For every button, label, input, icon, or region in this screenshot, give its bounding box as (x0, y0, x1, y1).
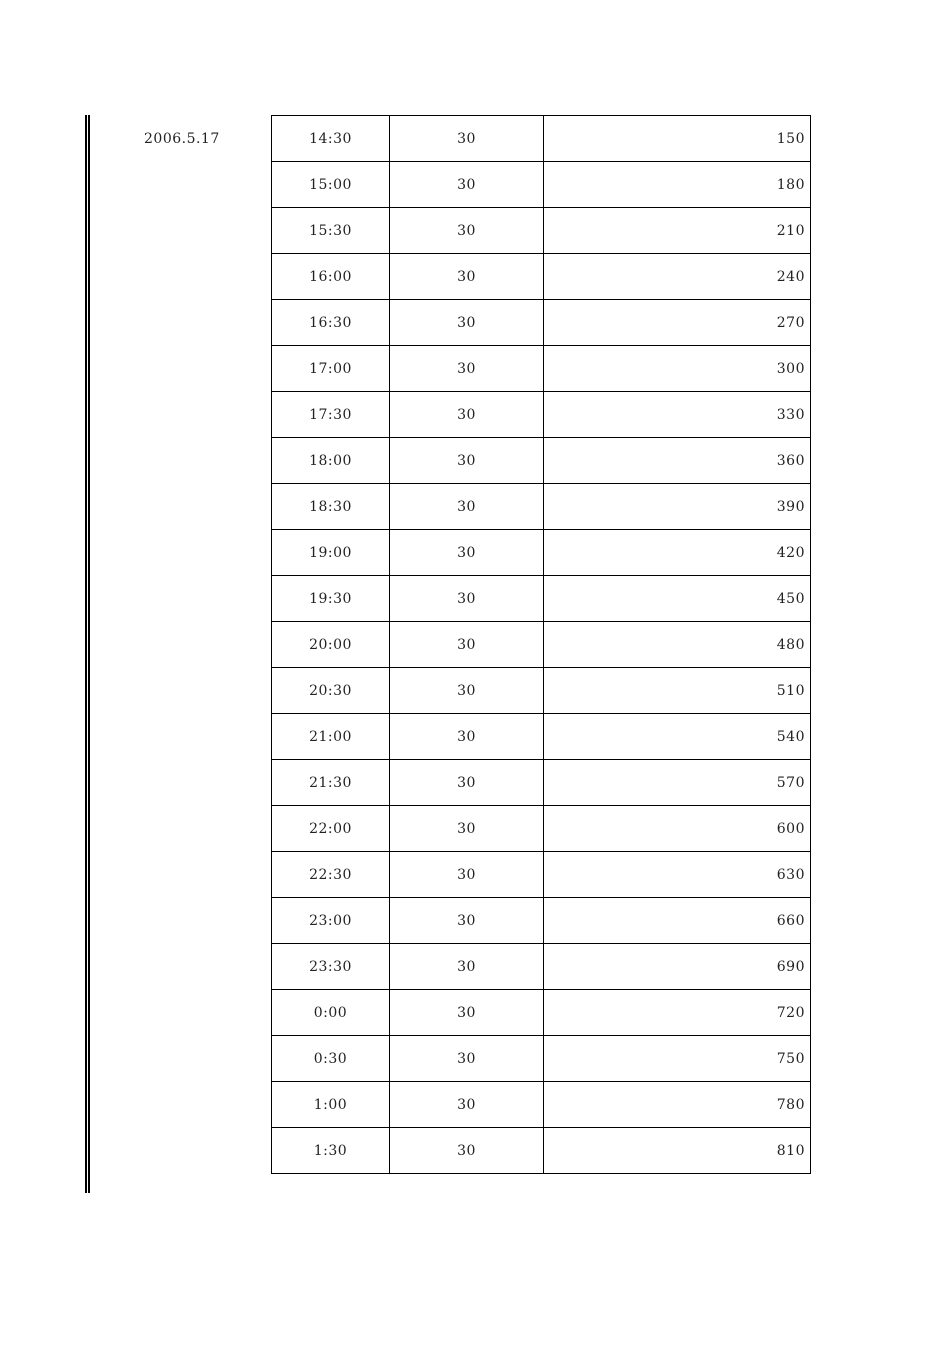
table-row (272, 898, 811, 944)
table-row (272, 990, 811, 1036)
total-cell: 390 (544, 484, 811, 530)
left-double-rule (85, 115, 90, 1193)
table-row (272, 852, 811, 898)
total-cell: 600 (544, 806, 811, 852)
time-cell: 18:00 (272, 438, 390, 484)
time-cell: 17:00 (272, 346, 390, 392)
time-log-body (272, 116, 811, 1174)
table-row (272, 530, 811, 576)
table-row (272, 208, 811, 254)
time-cell: 15:30 (272, 208, 390, 254)
total-cell: 450 (544, 576, 811, 622)
total-cell: 480 (544, 622, 811, 668)
time-cell: 18:30 (272, 484, 390, 530)
duration-cell: 30 (390, 806, 544, 852)
duration-cell: 30 (390, 1036, 544, 1082)
table-row (272, 392, 811, 438)
total-cell: 180 (544, 162, 811, 208)
total-cell: 720 (544, 990, 811, 1036)
time-cell: 14:30 (272, 116, 390, 162)
time-cell: 19:30 (272, 576, 390, 622)
table-row (272, 1036, 811, 1082)
time-cell: 1:00 (272, 1082, 390, 1128)
table-row (272, 300, 811, 346)
duration-cell: 30 (390, 438, 544, 484)
duration-cell: 30 (390, 116, 544, 162)
total-cell: 750 (544, 1036, 811, 1082)
table-row (272, 162, 811, 208)
table-row (272, 944, 811, 990)
duration-cell: 30 (390, 392, 544, 438)
time-cell: 20:30 (272, 668, 390, 714)
time-cell: 20:00 (272, 622, 390, 668)
total-cell: 270 (544, 300, 811, 346)
table-row (272, 622, 811, 668)
table-row (272, 1128, 811, 1174)
total-cell: 300 (544, 346, 811, 392)
duration-cell: 30 (390, 852, 544, 898)
total-cell: 210 (544, 208, 811, 254)
table-row (272, 806, 811, 852)
time-cell: 0:00 (272, 990, 390, 1036)
total-cell: 150 (544, 116, 811, 162)
date-label: 2006.5.17 (144, 131, 220, 147)
total-cell: 810 (544, 1128, 811, 1174)
duration-cell: 30 (390, 346, 544, 392)
table-row (272, 714, 811, 760)
duration-cell: 30 (390, 1082, 544, 1128)
total-cell: 570 (544, 760, 811, 806)
duration-cell: 30 (390, 576, 544, 622)
total-cell: 330 (544, 392, 811, 438)
total-cell: 420 (544, 530, 811, 576)
total-cell: 630 (544, 852, 811, 898)
time-cell: 23:30 (272, 944, 390, 990)
total-cell: 510 (544, 668, 811, 714)
duration-cell: 30 (390, 1128, 544, 1174)
time-cell: 19:00 (272, 530, 390, 576)
total-cell: 690 (544, 944, 811, 990)
total-cell: 360 (544, 438, 811, 484)
total-cell: 240 (544, 254, 811, 300)
duration-cell: 30 (390, 622, 544, 668)
time-cell: 23:00 (272, 898, 390, 944)
time-cell: 22:30 (272, 852, 390, 898)
duration-cell: 30 (390, 760, 544, 806)
total-cell: 780 (544, 1082, 811, 1128)
time-cell: 0:30 (272, 1036, 390, 1082)
table-row (272, 668, 811, 714)
table-row (272, 484, 811, 530)
duration-cell: 30 (390, 944, 544, 990)
duration-cell: 30 (390, 668, 544, 714)
table-row (272, 346, 811, 392)
duration-cell: 30 (390, 484, 544, 530)
table-row (272, 1082, 811, 1128)
time-cell: 1:30 (272, 1128, 390, 1174)
time-cell: 17:30 (272, 392, 390, 438)
time-cell: 16:00 (272, 254, 390, 300)
duration-cell: 30 (390, 208, 544, 254)
time-cell: 16:30 (272, 300, 390, 346)
table-row (272, 760, 811, 806)
table-row (272, 254, 811, 300)
duration-cell: 30 (390, 254, 544, 300)
duration-cell: 30 (390, 714, 544, 760)
time-cell: 21:00 (272, 714, 390, 760)
time-cell: 21:30 (272, 760, 390, 806)
duration-cell: 30 (390, 990, 544, 1036)
duration-cell: 30 (390, 162, 544, 208)
table-row (272, 116, 811, 162)
table-row (272, 576, 811, 622)
table-row (272, 438, 811, 484)
time-cell: 22:00 (272, 806, 390, 852)
total-cell: 540 (544, 714, 811, 760)
time-cell: 15:00 (272, 162, 390, 208)
time-log-table (271, 115, 811, 1174)
duration-cell: 30 (390, 530, 544, 576)
total-cell: 660 (544, 898, 811, 944)
duration-cell: 30 (390, 898, 544, 944)
duration-cell: 30 (390, 300, 544, 346)
